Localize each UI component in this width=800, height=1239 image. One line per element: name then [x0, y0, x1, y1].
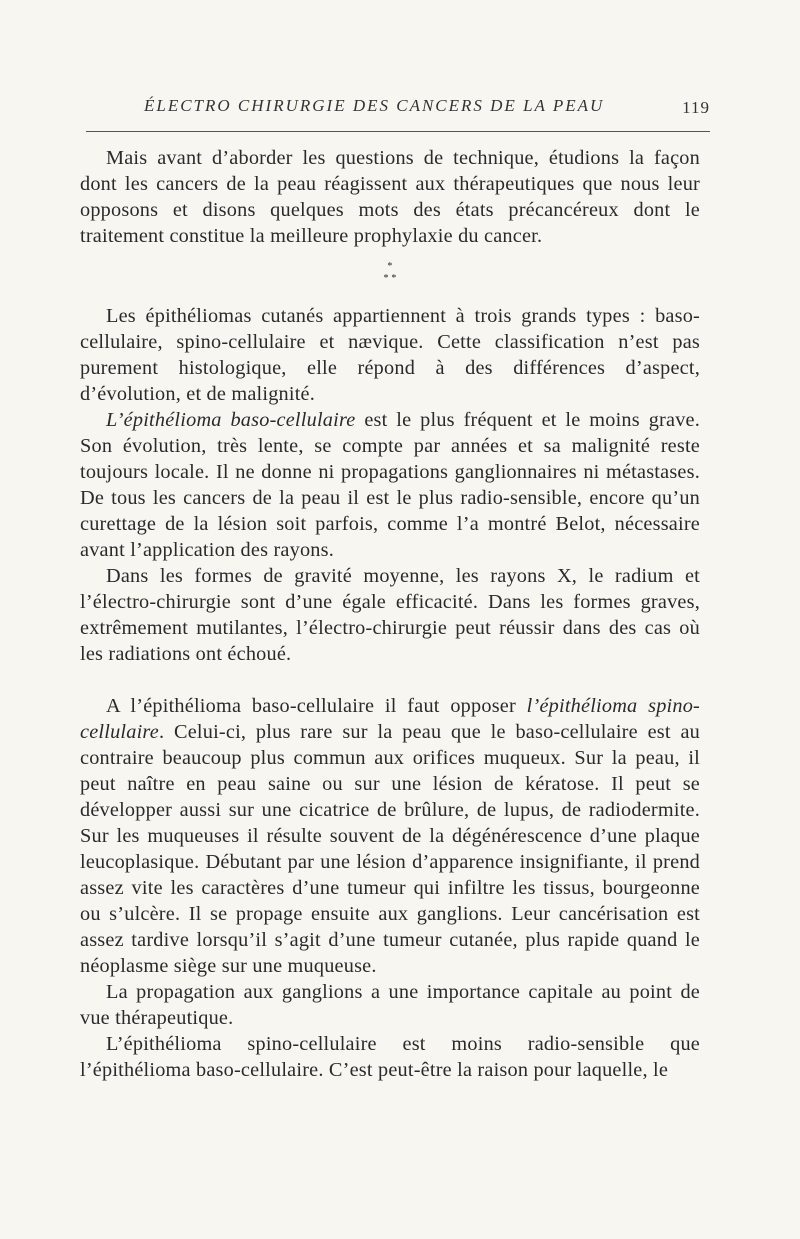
section-separator — [80, 261, 700, 287]
paragraph-baso-cellulaire — [80, 407, 700, 563]
paragraph-spino-text: . Celui-ci, plus rare sur la peau que le baso-cellulaire est au contraire beaucoup plus commun aux orifices muqueux. Sur la peau, il peut naître en peau saine ou sur une lésion de kératose. Il peut se développer aussi sur une cicatrice de brûlure, de lupus, de radiodermite. Sur les muqueuses il résulte souvent de la dégénérescence d’une plaque leucoplasique. Débutant par une lésion d’apparence insignifiante, il prend assez vite les caractères d’une tumeur qui infiltre les tissus, bourgeonne ou s’ulcère. Il se propage ensuite aux ganglions. Leur cancérisation est assez tardive lorsqu’il s’agit d’une tumeur cutanée, plus rapide quand le néoplasme siège sur une muqueuse. — [80, 721, 700, 977]
separator-stars-bottom: * * — [383, 273, 397, 284]
body-text — [80, 145, 700, 1083]
term-spino-cellulaire: l’épithélioma spino-cellulaire — [80, 695, 701, 743]
page-number: 119 — [682, 98, 710, 117]
separator-star-top: * — [387, 261, 393, 272]
paragraph-spino-start: A l’épithélioma baso-cellulaire il faut opposer — [106, 695, 527, 717]
term-baso-cellulaire: L’épithélioma baso-cellulaire — [106, 409, 356, 431]
paragraph-types: Les épithéliomas cutanés appartiennent à trois grands types : baso-cellulaire, spino-cellulaire et nævique. Cette classification n’est pas purement histologique, elle répond à des différences d’aspect, d’évolution, et de malignité. — [80, 305, 700, 405]
paragraph-radio-sensible: L’épithélioma spino-cellulaire est moins radio-sensible que l’épithélioma baso-cellulaire. C’est peut-être la raison pour laquelle, le — [80, 1033, 700, 1081]
page-header — [80, 92, 710, 122]
paragraph-intro: Mais avant d’aborder les questions de technique, étudions la façon dont les cancers de la peau réagissent aux thérapeutiques que nous leur opposons et disons quelques mots des états précancéreux dont le traitement constitue la meilleure prophylaxie du cancer. — [80, 147, 700, 247]
paragraph-gravite: Dans les formes de gravité moyenne, les rayons X, le radium et l’électro-chirurgie sont d’une égale efficacité. Dans les formes graves, extrêmement mutilantes, l’électro-chirurgie peut réussir dans des cas où les radiations ont échoué. — [80, 565, 700, 665]
paragraph-spino-cellulaire — [80, 693, 700, 979]
paragraph-baso-text: est le plus fréquent et le moins grave. Son évolution, très lente, se compte par années et sa malignité reste toujours locale. Il ne donne ni propagations ganglionnaires ni métastases. De tous les cancers de la peau il est le plus radio-sensible, encore qu’un curettage de la lésion soit parfois, comme l’a montré Belot, nécessaire avant l’application des rayons. — [80, 409, 701, 561]
running-title: ÉLECTRO CHIRURGIE DES CANCERS DE LA PEAU — [144, 96, 605, 115]
paragraph-propagation: La propagation aux ganglions a une importance capitale au point de vue thérapeutique. — [80, 981, 700, 1029]
header-rule — [86, 131, 710, 132]
